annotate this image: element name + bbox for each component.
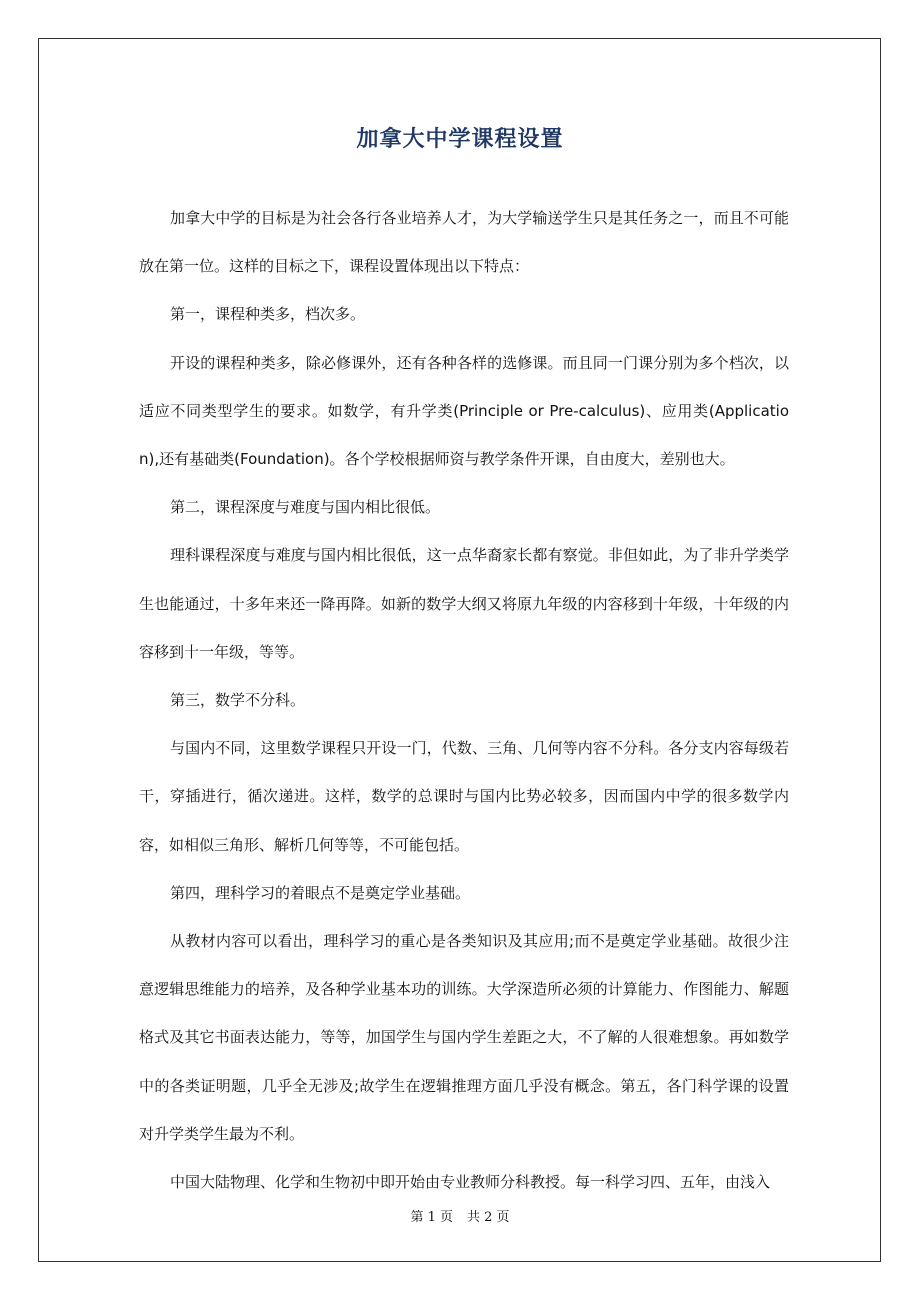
heading-point-2: 第二，课程深度与难度与国内相比很低。 [170,498,441,517]
document-title: 加拿大中学课程设置 [356,127,564,152]
page-total: 共 2 页 [467,1210,510,1225]
paragraph-point-1: 开设的课程种类多，除必修课外，还有各种各样的选修课。而且同一门课分别为多个档次，以适应不同类型学生的要求。如数学，有升学类(Principle or Pre-calculus)、应用类(Application),还有基础类(Foundation)。各个学校根据师资与教学条件开课，自由度大，差别也大。 [139,353,789,469]
paragraph-point-5: 中国大陆物理、化学和生物初中即开始由专业教师分科教授。每一科学习四、五年，由浅入 [170,1173,771,1192]
heading-point-1: 第一，课程种类多，档次多。 [170,305,366,324]
paragraph-point-3: 与国内不同，这里数学课程只开设一门，代数、三角、几何等内容不分科。各分支内容每级若干，穿插进行，循次递进。这样，数学的总课时与国内比势必较多，因而国内中学的很多数学内容，如相似三角形、解析几何等等，不可能包括。 [139,739,789,854]
document-body [139,194,789,1206]
page-number: 第 1 页 [410,1210,453,1225]
heading-point-4: 第四，理科学习的着眼点不是奠定学业基础。 [170,883,471,902]
paragraph-point-2: 理科课程深度与难度与国内相比很低，这一点华裔家长都有察觉。非但如此，为了非升学类学生也能通过，十多年来还一降再降。如新的数学大纲又将原九年级的内容移到十年级，十年级的内容移到十一年级，等等。 [139,546,789,661]
paragraph-point-4: 从教材内容可以看出，理科学习的重心是各类知识及其应用;而不是奠定学业基础。故很少注意逻辑思维能力的培养，及各种学业基本功的训练。大学深造所必须的计算能力、作图能力、解题格式及其它书面表达能力，等等，加国学生与国内学生差距之大，不了解的人很难想象。再如数学中的各类证明题，几乎全无涉及;故学生在逻辑推理方面几乎没有概念。第五，各门科学课的设置对升学类学生最为不利。 [139,932,789,1143]
heading-point-3: 第三，数学不分科。 [170,691,306,710]
page-footer [0,1206,920,1225]
paragraph-intro: 加拿大中学的目标是为社会各行各业培养人才，为大学输送学生只是其任务之一，而且不可能放在第一位。这样的目标之下，课程设置体现出以下特点： [139,209,789,276]
